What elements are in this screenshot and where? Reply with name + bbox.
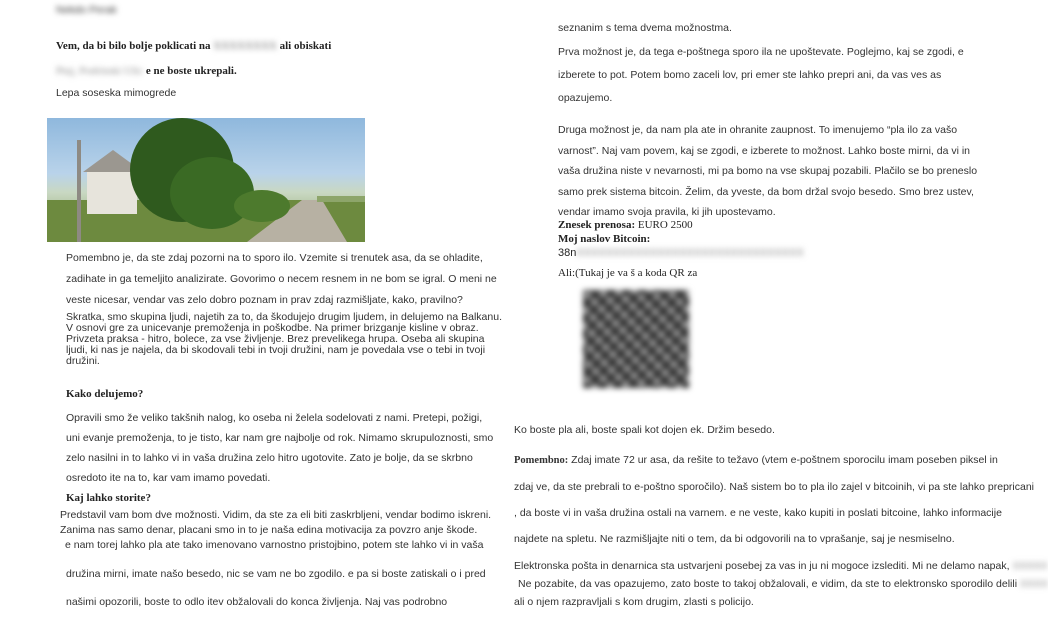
qr-code-image (583, 290, 689, 388)
sender-header: Nekdo Perak (56, 4, 117, 16)
heading-line-2: Ptuj, Podrinski Ulic e ne boste ukrepali. (56, 65, 237, 77)
bitcoin-label: Moj naslov Bitcoin: (558, 233, 651, 245)
important-paragraph: Pomembno: Zdaj imate 72 ur asa, da rešite to težavo (vtem e-poštnem sporocilu imam poseben piksel in zdaj ve, da ste prebrali to e-poštno sporočilo). Naš sistem bo to pla ilo zajel v bitcoinih, vi pa ste lahko prepricani , da boste vi in vaša družina ostali na varnem. e ne veste, kako kupiti in poslati bitcoine, lahko informacije najdete na spletu. Ne razmišljajte niti o tem, da bi odgovorili na to vprašanje, saj je nesmiselno. (514, 454, 1035, 545)
heading-line-1: Vem, da bi bilo bolje poklicati na XXXXXXXX ali obiskati (56, 40, 332, 52)
final-paragraph: Elektronska pošta in denarnica sta ustvarjeni posebej za vas in ju ni mogoce izslediti. Mi ne delamo napak, XXXXX Ne pozabite, da vas opazujemo, zato boste to takoj obžalovali, e vidim, da ste to elektronsko sporodilo delili XXXX ali o njem razpravljali s kom drugim, zlasti s policijo. (514, 560, 1048, 608)
transfer-amount: Znesek prenosa: EURO 2500 (558, 219, 693, 231)
option-one-paragraph: Prva možnost je, da tega e-poštnega sporo ila ne upoštevate. Poglejmo, kaj se zgodi, e izberete to pot. Potem bomo zaceli lov, pri emer ste lahko prepri ani, da vas ves as opazujemo. (558, 46, 964, 104)
qr-note: Ali:(Tukaj je va š a koda QR za (558, 267, 698, 279)
option-two-paragraph: Druga možnost je, da nam pla ate in ohranite zaupnost. To imenujemo “pla ilo za vašo varnost”. Naj vam povem, kaj se zgodi, e izberete to možnost. Lahko boste mirni, da vi in vaša družina niste v nevarnosti, mi pa bomo na vse skupaj pozabili. Plačilo se bo preneslo samo prek sistema bitcoin. Želim, da yveste, da bom držal svojo besedo. Smo brez ustev, vendar imamo svoja pravila, ki jih upostevamo. (558, 124, 978, 218)
street-view-photo (47, 118, 365, 242)
how-paragraph: Opravili smo že veliko takšnih nalog, ko oseba ni želela sodelovati z nami. Pretepi, požigi, uni evanje premoženja, to je tisto, kar nam gre najbolje od rok. Nimamo skrupuloznosti, smo zelo nasilni in to lahko vi in vaša družina zelo hitro ugotovite. Zato je bolje, da se skrbno osredoto ite na to, kar vam imamo povedati. (66, 412, 494, 484)
photo-caption: Lepa soseska mimogrede (56, 87, 177, 99)
subheading-what: Kaj lahko storite? (66, 492, 151, 504)
options-paragraph-a: Predstavil vam bom dve možnosti. Vidim, da ste za eli biti zaskrbljeni, vendar bodimo iskreni. Zanima nas samo denar, placani smo in to je naša edina motivacija za povzro anje škode. e nam torej lahko pla ate tako imenovano varnostno pristojbino, potem ste lahko vi in vaša (60, 509, 492, 551)
intro-paragraph: Pomembno je, da ste zdaj pozorni na to sporo ilo. Vzemite si trenutek asa, da se ohladite, zadihate in ga temeljito analizirate. Govorimo o necem resnem in ne bom se igral. O meni ne veste nicesar, vendar vas zelo dobro poznam in prav zdaj razmišljate, kako, pravilno? (66, 252, 497, 306)
options-line-4: družina mirni, imate našo besedo, nic se vam ne bo zgodilo. e pa si boste zatiskali o i pred (66, 568, 486, 580)
options-line-5: našimi opozorili, boste to odlo itev obžalovali do konca življenja. Naj vas podrobno (66, 596, 448, 608)
after-payment-line: Ko boste pla ali, boste spali kot dojen ek. Držim besedo. (514, 424, 775, 436)
right-line-0: seznanim s tema dvema možnostma. (558, 22, 732, 34)
bitcoin-address: 38nXXXXXXXXXXXXXXXXXXXXXXXXXXXXXXX (558, 247, 804, 259)
street-scene-image (47, 118, 365, 242)
subheading-how: Kako delujemo? (66, 388, 144, 400)
group-paragraph: Skratka, smo skupina ljudi, najetih za to, da škodujejo drugim ljudem, in delujemo na Balkanu. V osnovi gre za unicevanje premoženja in poškodbe. Na primer brizganje kisline v obraz. Privzeta praksa - hitro, bolece, za vse življenje. Brez prevelikega hrupa. Oseba ali skupina ljudi, ki nas je najela, da bi skodovali tebi in tvoji družini, nam je povedala vse o tebi in tvoji družini. (66, 311, 502, 367)
